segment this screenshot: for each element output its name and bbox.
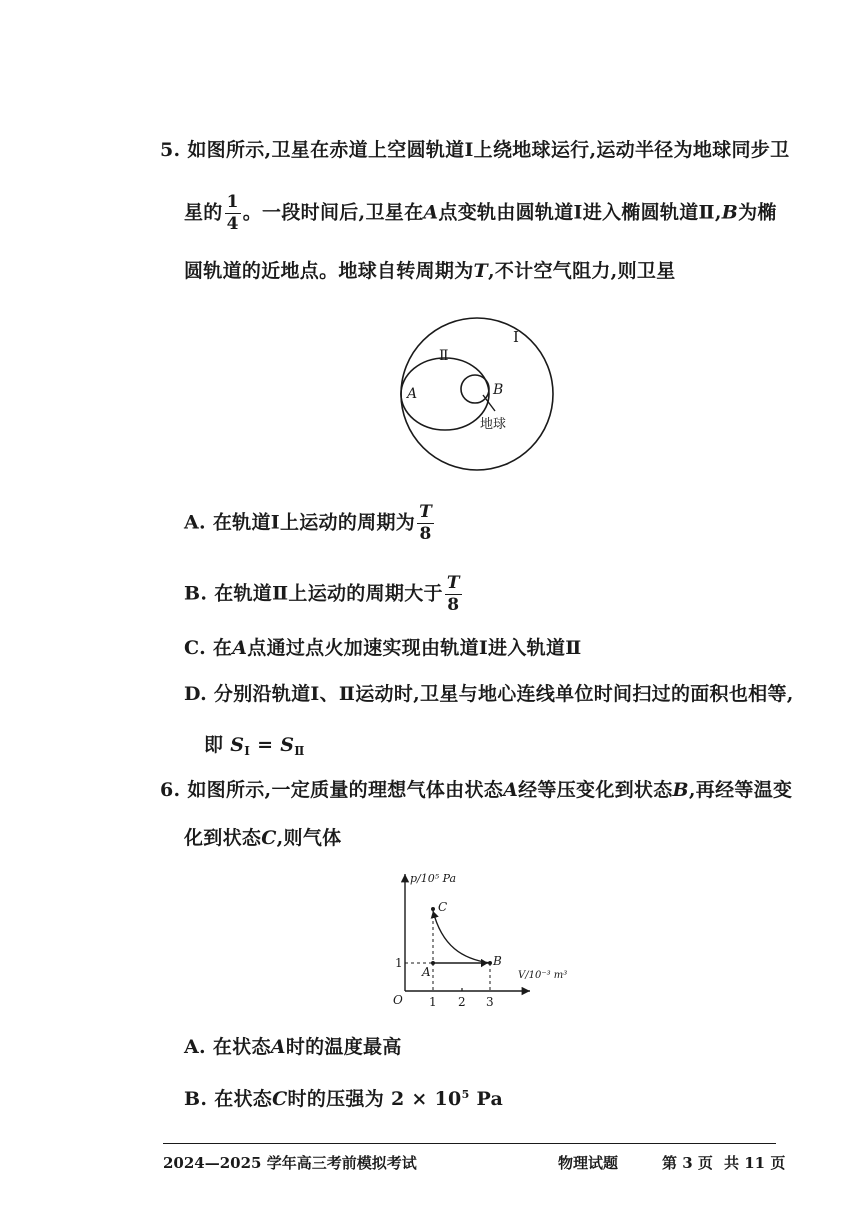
orbit-1-circle bbox=[401, 318, 553, 470]
q5-line2 bbox=[184, 194, 777, 233]
point-b-label: B bbox=[493, 954, 502, 968]
q5-option-d-cont bbox=[204, 731, 305, 765]
q5-line3 bbox=[184, 257, 676, 285]
q5-option-a-den: 8 bbox=[419, 524, 432, 544]
label-orbit-2: Ⅱ bbox=[439, 348, 449, 364]
q6-option-b bbox=[184, 1081, 503, 1113]
q5-option-a bbox=[184, 504, 436, 543]
q5-text-2-a: 。一段时间后,卫星在 bbox=[242, 201, 424, 224]
q6-option-a-pre: A. 在状态 bbox=[184, 1036, 271, 1058]
footer-subject: 物理试题 bbox=[558, 1154, 619, 1172]
q5-option-d-sub1: Ⅰ bbox=[244, 744, 251, 758]
q5-fraction bbox=[225, 194, 241, 233]
x-tick-2: 2 bbox=[458, 995, 466, 1009]
q5-option-d-eq: = bbox=[257, 734, 274, 756]
q6-option-b-pre: B. 在状态 bbox=[184, 1088, 273, 1110]
q6-text-2-b: ,则气体 bbox=[276, 827, 342, 849]
q6-var-a: A bbox=[503, 779, 519, 801]
q6-option-b-post: 时的压强为 2 × 10 bbox=[287, 1088, 462, 1110]
origin-label: O bbox=[393, 993, 403, 1007]
footer-total: 共 11 页 bbox=[724, 1154, 786, 1172]
q5-text-2-pre: 星的 bbox=[184, 201, 223, 224]
q5-option-a-frac bbox=[417, 504, 434, 543]
q6-option-a-var: A bbox=[270, 1036, 286, 1058]
point-b-dot bbox=[488, 961, 492, 965]
q5-var-b: B bbox=[721, 201, 739, 224]
footer-rule bbox=[163, 1143, 776, 1144]
q5-line1 bbox=[160, 136, 789, 164]
q6-text-1-b: 经等压变化到状态 bbox=[518, 779, 673, 801]
label-point-b: B bbox=[493, 382, 504, 398]
q5-text-1: 5. 如图所示,卫星在赤道上空圆轨道Ⅰ上绕地球运行,运动半径为地球同步卫 bbox=[160, 139, 790, 161]
q6-pv-figure bbox=[390, 866, 590, 1011]
q5-text-3-a: 圆轨道的近地点。地球自转周期为 bbox=[184, 260, 474, 282]
footer-page: 第 3 页 bbox=[662, 1154, 713, 1172]
point-a-label: A bbox=[422, 965, 431, 979]
q5-var-t: T bbox=[473, 260, 488, 282]
q5-text-2-b: 点变轨由圆轨道Ⅰ进入椭圆轨道Ⅱ, bbox=[438, 201, 722, 224]
point-c-dot bbox=[431, 907, 435, 911]
q6-var-b: B bbox=[672, 779, 689, 801]
q5-frac-den: 4 bbox=[226, 214, 239, 234]
q6-option-b-var: C bbox=[272, 1088, 288, 1110]
q6-option-a bbox=[184, 1033, 402, 1061]
q6-var-c: C bbox=[261, 827, 277, 849]
q6-line1 bbox=[160, 776, 792, 804]
q5-option-d-pre: 即 bbox=[204, 734, 224, 756]
q5-option-b-num: T bbox=[446, 573, 460, 593]
q5-option-d-line1: D. 分别沿轨道Ⅰ、Ⅱ运动时,卫星与地心连线单位时间扫过的面积也相等, bbox=[184, 683, 794, 705]
q5-option-b-text: B. 在轨道Ⅱ上运动的周期大于 bbox=[184, 582, 443, 605]
x-tick-1: 1 bbox=[429, 995, 437, 1009]
y-axis-label: p/10⁵ Pa bbox=[410, 872, 457, 885]
q5-option-b-den: 8 bbox=[447, 595, 460, 615]
q5-option-b-frac bbox=[445, 575, 462, 614]
q6-option-b-exp: 5 bbox=[461, 1088, 470, 1101]
footer-exam-name: 2024—2025 学年高三考前模拟考试 bbox=[163, 1154, 417, 1172]
q5-option-c-post: 点通过点火加速实现由轨道Ⅰ进入轨道Ⅱ bbox=[247, 637, 582, 659]
q5-text-2-c: 为椭 bbox=[738, 201, 777, 224]
q6-line2 bbox=[184, 824, 341, 852]
q5-option-a-num: T bbox=[419, 502, 433, 522]
q5-option-d-s1: S bbox=[230, 734, 245, 756]
point-a-dot bbox=[431, 961, 435, 965]
q5-option-d-sub2: Ⅱ bbox=[294, 744, 305, 758]
q5-option-d-s2: S bbox=[280, 734, 295, 756]
q5-option-c bbox=[184, 634, 582, 662]
q6-text-1-a: 6. 如图所示,一定质量的理想气体由状态 bbox=[160, 779, 504, 801]
x-tick-3: 3 bbox=[486, 995, 494, 1009]
q5-option-c-var: A bbox=[232, 637, 248, 659]
q5-text-3-b: ,不计空气阻力,则卫星 bbox=[487, 260, 676, 282]
label-earth: 地球 bbox=[480, 417, 507, 432]
q6-text-1-c: ,再经等温变 bbox=[688, 779, 793, 801]
q6-option-a-post: 时的温度最高 bbox=[285, 1036, 402, 1058]
label-point-a: A bbox=[407, 386, 418, 402]
q5-option-a-text: A. 在轨道Ⅰ上运动的周期为 bbox=[184, 511, 416, 534]
q5-option-c-pre: C. 在 bbox=[184, 637, 233, 659]
earth-circle bbox=[461, 375, 489, 403]
q5-option-b bbox=[184, 575, 464, 614]
q5-orbit-figure bbox=[395, 316, 565, 474]
q5-option-d bbox=[184, 680, 794, 708]
y-tick-1: 1 bbox=[395, 956, 403, 970]
point-c-label: C bbox=[438, 900, 448, 914]
q5-var-a: A bbox=[423, 201, 439, 224]
process-b-to-c bbox=[433, 911, 490, 963]
label-orbit-1: Ⅰ bbox=[513, 328, 519, 346]
q6-option-b-unit: Pa bbox=[469, 1088, 504, 1110]
q6-text-2-a: 化到状态 bbox=[184, 827, 262, 849]
q5-frac-num: 1 bbox=[226, 192, 239, 212]
x-axis-label: V/10⁻³ m³ bbox=[518, 970, 568, 981]
